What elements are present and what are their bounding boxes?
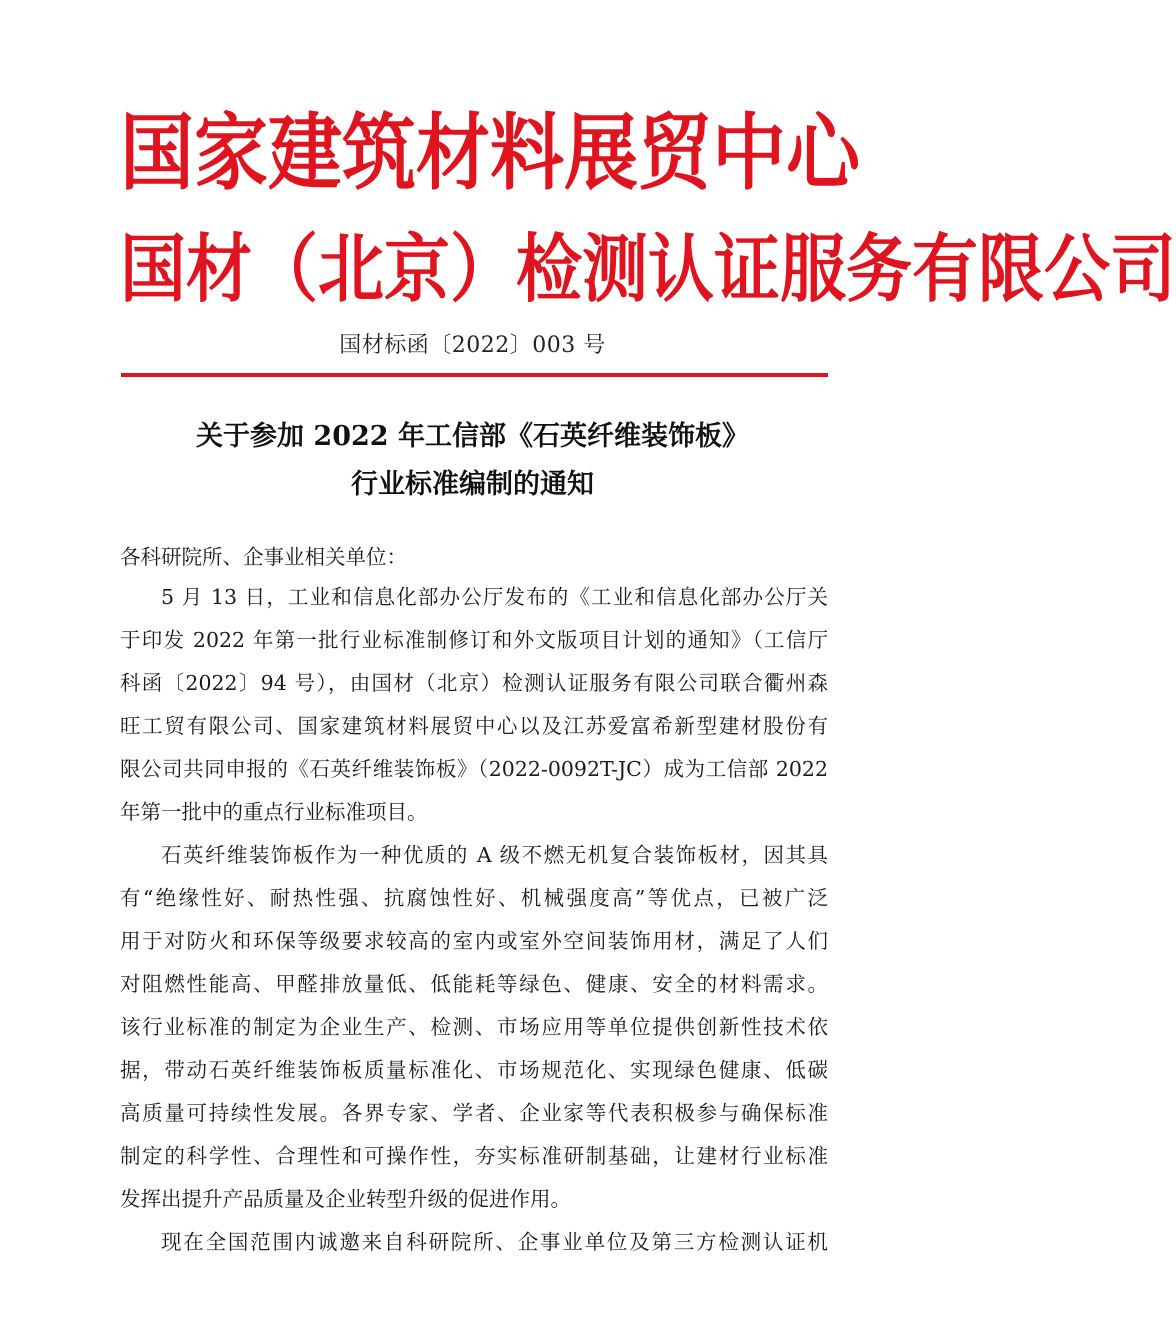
paragraph-2-line: 该行业标准的制定为企业生产、检测、市场应用等单位提供创新性技术依 bbox=[120, 1015, 828, 1039]
paragraph-2-line: 高质量可持续性发展。各界专家、学者、企业家等代表积极参与确保标准 bbox=[120, 1101, 828, 1125]
document-number: 国材标函〔2022〕003 号 bbox=[339, 333, 606, 358]
paragraph-2-line: 制定的科学性、合理性和可操作性，夯实标准研制基础，让建材行业标准 bbox=[120, 1144, 828, 1168]
paragraph-2-line: 据，带动石英纤维装饰板质量标准化、市场规范化、实现绿色健康、低碳 bbox=[120, 1058, 828, 1082]
paragraph-2-line: 用于对防火和环保等级要求较高的室内或室外空间装饰用材，满足了人们 bbox=[120, 929, 828, 953]
paragraph-2-line: 有“绝缘性好、耐热性强、抗腐蚀性好、机械强度高”等优点，已被广泛 bbox=[120, 886, 828, 910]
paragraph-1-line: 于印发 2022 年第一批行业标准制修订和外文版项目计划的通知》（工信厅 bbox=[120, 628, 828, 652]
paragraph-1-line: 5 月 13 日，工业和信息化部办公厅发布的《工业和信息化部办公厅关 bbox=[161, 585, 828, 609]
paragraph-1-line: 科函〔2022〕94 号），由国材（北京）检测认证服务有限公司联合衢州森 bbox=[120, 671, 828, 695]
red-divider bbox=[121, 373, 828, 377]
paragraph-2-line: 对阻燃性能高、甲醛排放量低、低能耗等绿色、健康、安全的材料需求。 bbox=[120, 972, 828, 996]
paragraph-2-line: 石英纤维装饰板作为一种优质的 A 级不燃无机复合装饰板材，因其具 bbox=[161, 843, 828, 867]
paragraph-1-line: 限公司共同申报的《石英纤维装饰板》（2022-0092T-JC）成为工信部 2022 bbox=[120, 757, 828, 781]
paragraph-1-line: 年第一批中的重点行业标准项目。 bbox=[120, 800, 428, 824]
document-title-line-2: 行业标准编制的通知 bbox=[351, 469, 594, 500]
org-name-secondary: 国材（北京）检测认证服务有限公司 bbox=[120, 225, 1176, 313]
salutation: 各科研院所、企事业相关单位： bbox=[120, 545, 407, 569]
paragraph-2-line: 发挥出提升产品质量及企业转型升级的促进作用。 bbox=[120, 1187, 571, 1211]
paragraph-3-line: 现在全国范围内诚邀来自科研院所、企事业单位及第三方检测认证机 bbox=[161, 1230, 828, 1254]
paragraph-1-line: 旺工贸有限公司、国家建筑材料展贸中心以及江苏爱富希新型建材股份有 bbox=[120, 714, 828, 738]
org-name-primary: 国家建筑材料展贸中心 bbox=[120, 105, 860, 202]
document-title-line-1: 关于参加 2022 年工信部《石英纤维装饰板》 bbox=[196, 421, 749, 452]
